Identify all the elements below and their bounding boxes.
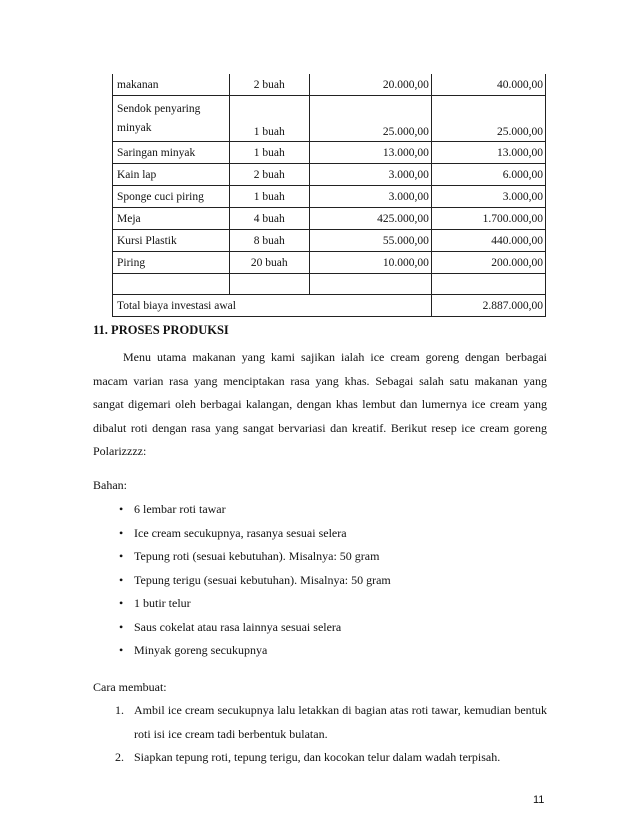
list-item <box>93 746 547 770</box>
bullet-icon: • <box>119 643 124 657</box>
total-cell: 3.000,00 <box>431 186 545 208</box>
bullet-icon: • <box>119 596 124 610</box>
step-text: Siapkan tepung roti, tepung terigu, dan kocokan telur dalam wadah terpisah. <box>134 750 501 764</box>
table-total-row <box>113 295 546 317</box>
list-item: • Minyak goreng secukupnya <box>93 639 391 663</box>
list-item: • 6 lembar roti tawar <box>93 498 391 522</box>
qty-cell: 8 buah <box>229 230 309 252</box>
bullet-icon: • <box>119 572 124 587</box>
total-cell: 440.000,00 <box>431 230 545 252</box>
method-steps <box>93 699 547 770</box>
total-cell: 6.000,00 <box>431 164 545 186</box>
table-row <box>113 164 546 186</box>
table-row <box>113 208 546 230</box>
section-heading: 11. PROSES PRODUKSI <box>93 323 229 337</box>
ingredients-label: Bahan: <box>93 478 127 492</box>
total-label: Total biaya investasi awal <box>113 295 432 317</box>
bullet-icon: • <box>119 502 124 516</box>
qty-cell: 1 buah <box>229 96 309 142</box>
step-text: Ambil ice cream secukupnya lalu letakkan di bagian atas roti tawar, kemudian bentuk roti isi ice cream tadi berbentuk bulatan. <box>134 703 547 741</box>
bullet-icon: • <box>119 619 124 634</box>
qty-cell: 4 buah <box>229 208 309 230</box>
table-row <box>113 74 546 96</box>
list-item: • Ice cream secukupnya, rasanya sesuai selera <box>93 522 391 546</box>
table-row <box>113 142 546 164</box>
item-cell: Sponge cuci piring <box>113 186 230 208</box>
table-row-empty <box>113 274 546 295</box>
price-cell: 13.000,00 <box>309 142 431 164</box>
price-cell: 20.000,00 <box>309 74 431 96</box>
total-cell: 200.000,00 <box>431 252 545 274</box>
item-cell: Saringan minyak <box>113 142 230 164</box>
table-row <box>113 230 546 252</box>
step-number: 2. <box>115 750 124 764</box>
list-item: • Tepung roti (sesuai kebutuhan). Misalnya: 50 gram <box>93 545 391 569</box>
price-cell: 25.000,00 <box>309 96 431 142</box>
item-cell: Meja <box>113 208 230 230</box>
bullet-icon: • <box>119 549 124 563</box>
page-number: 11 <box>533 794 545 806</box>
item-line-2: minyak <box>117 122 152 134</box>
item-cell: Piring <box>113 252 230 274</box>
list-item: • 1 butir telur <box>93 592 391 616</box>
price-cell: 3.000,00 <box>309 164 431 186</box>
method-label: Cara membuat: <box>93 680 167 694</box>
total-cell: 13.000,00 <box>431 142 545 164</box>
step-number: 1. <box>115 703 124 717</box>
investment-table <box>112 74 546 317</box>
ingredients-list <box>93 498 391 663</box>
intro-paragraph-text: Menu utama makanan yang kami sajikan ialah ice cream goreng dengan berbagai macam varian rasa yang menciptakan rasa yang khas. Sebagai salah satu makanan yang sangat digemari oleh berbagai kalangan, dengan khas lembut dan lumernya ice cream yang dibalut roti dengan rasa yang sangat bervariasi dan kreatif. Berikut resep ice cream goreng Polarizzzz: <box>93 350 547 458</box>
qty-cell: 2 buah <box>229 74 309 96</box>
table-row <box>113 252 546 274</box>
total-cell: 1.700.000,00 <box>431 208 545 230</box>
list-item <box>93 699 547 746</box>
qty-cell: 20 buah <box>229 252 309 274</box>
list-item: • Tepung terigu (sesuai kebutuhan). Misalnya: 50 gram <box>93 569 391 593</box>
price-cell: 425.000,00 <box>309 208 431 230</box>
item-cell <box>113 96 230 142</box>
total-value: 2.887.000,00 <box>431 295 545 317</box>
price-cell: 55.000,00 <box>309 230 431 252</box>
total-cell: 40.000,00 <box>431 74 545 96</box>
item-cell: makanan <box>113 74 230 96</box>
table-row <box>113 96 546 142</box>
table-row <box>113 186 546 208</box>
item-cell: Kursi Plastik <box>113 230 230 252</box>
item-line-1: Sendok penyaring <box>117 103 201 115</box>
bullet-icon: • <box>119 525 124 540</box>
qty-cell: 1 buah <box>229 186 309 208</box>
item-cell: Kain lap <box>113 164 230 186</box>
intro-paragraph <box>93 346 547 464</box>
qty-cell: 2 buah <box>229 164 309 186</box>
total-cell: 25.000,00 <box>431 96 545 142</box>
price-cell: 3.000,00 <box>309 186 431 208</box>
price-cell: 10.000,00 <box>309 252 431 274</box>
list-item: • Saus cokelat atau rasa lainnya sesuai selera <box>93 616 391 640</box>
qty-cell: 1 buah <box>229 142 309 164</box>
